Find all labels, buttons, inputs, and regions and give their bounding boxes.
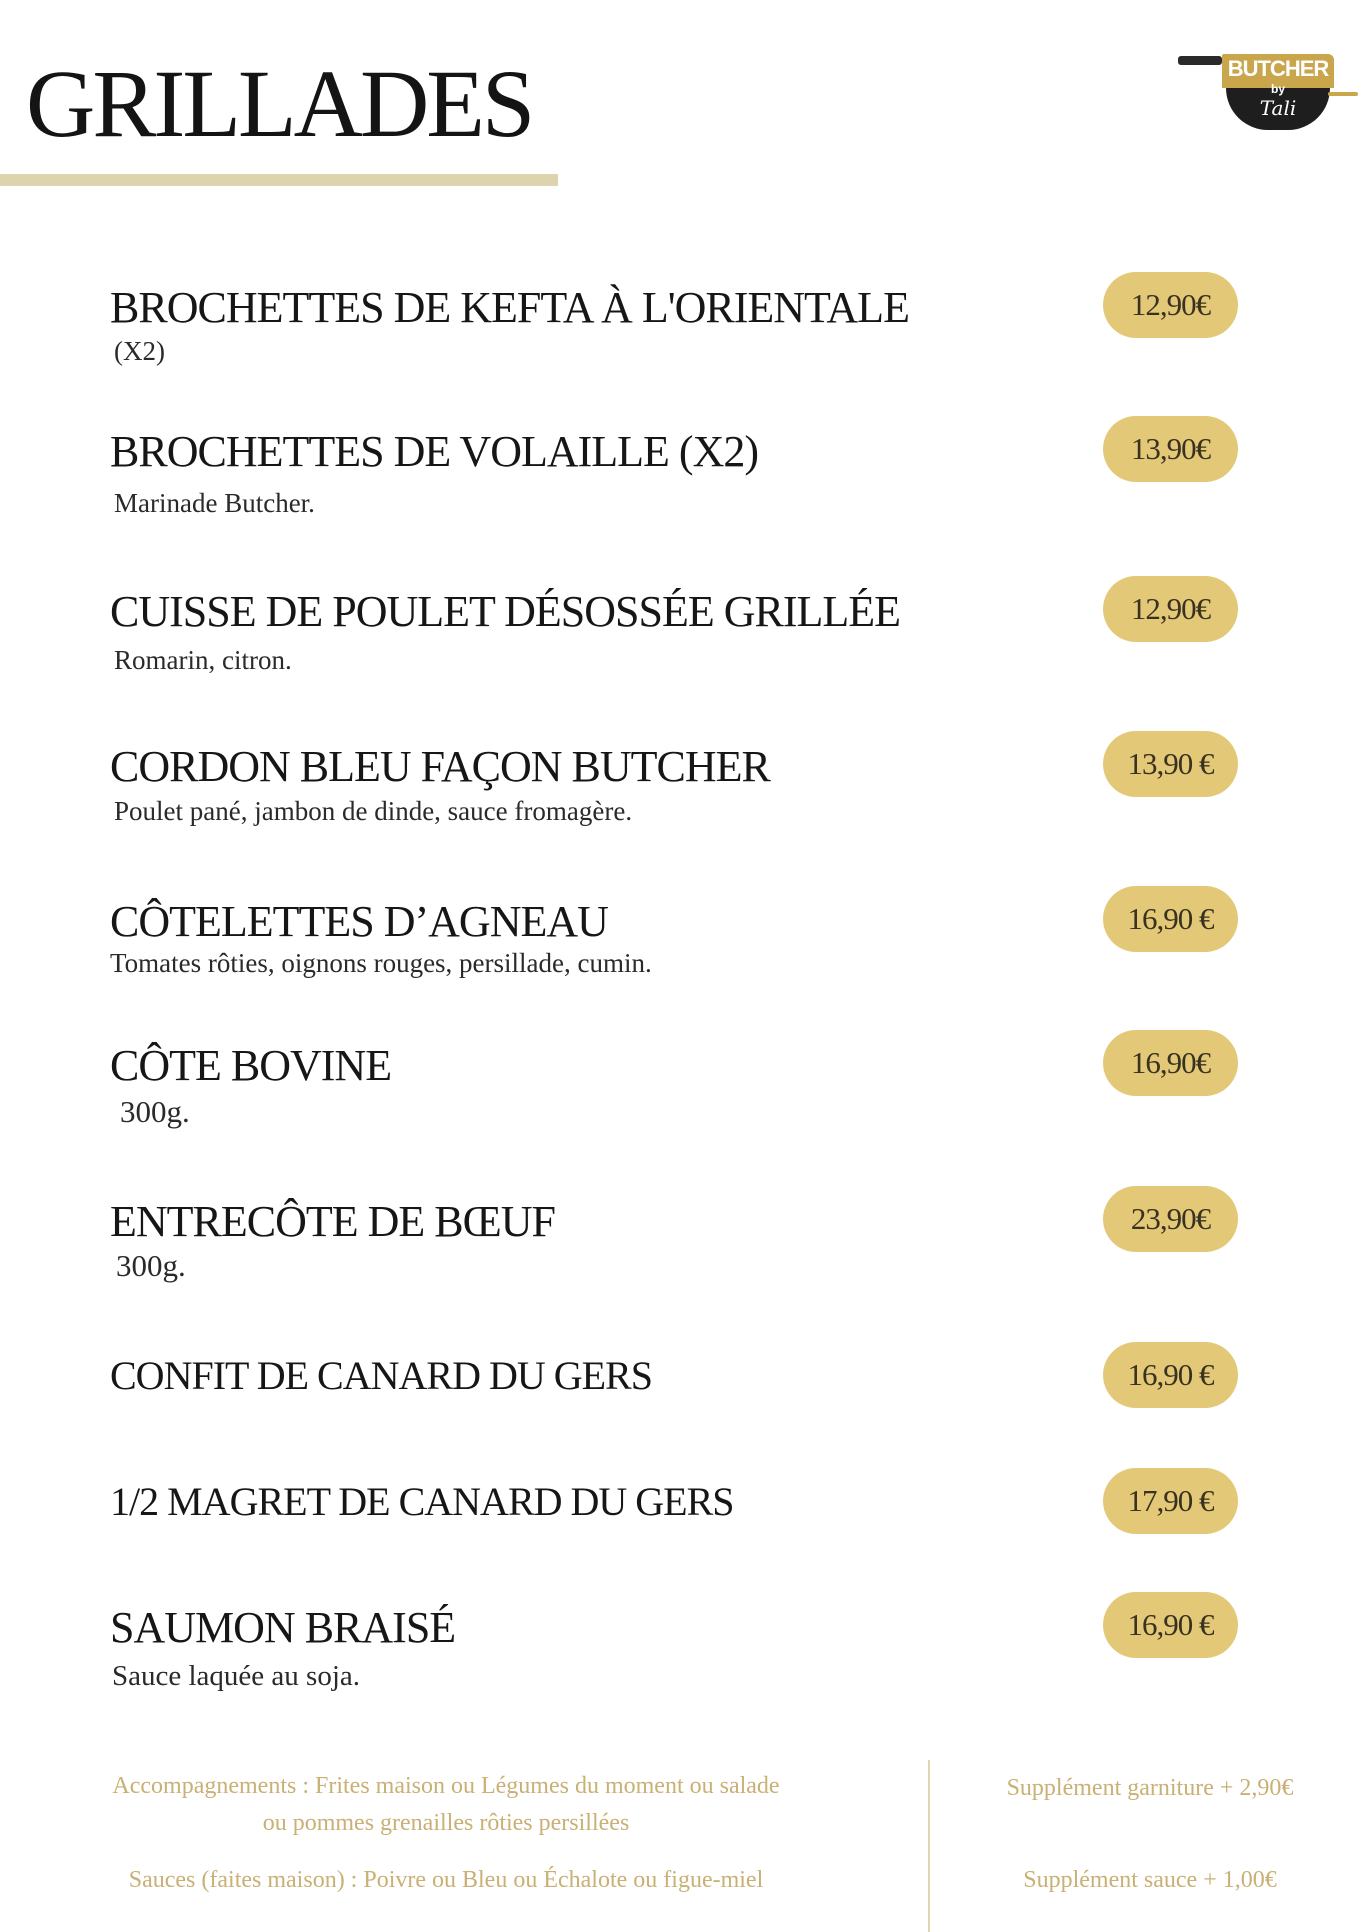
sides-line-2: ou pommes grenailles rôties persillées [262,1810,630,1836]
item-name: BROCHETTES DE VOLAILLE (X2) [110,427,758,476]
item-description: Sauce laquée au soja. [112,1660,361,1692]
price-badge: 13,90€ [1103,416,1238,482]
logo-brand: BUTCHER [1227,56,1329,81]
knife-handle-icon [1178,56,1222,65]
item-description: Romarin, citron. [114,645,292,675]
item-name: CORDON BLEU FAÇON BUTCHER [110,742,770,791]
price-badge: 17,90 € [1103,1468,1238,1534]
item-name: CONFIT DE CANARD DU GERS [110,1353,652,1398]
title-underline [0,174,558,186]
item-description: 300g. [120,1094,190,1129]
item-description: Marinade Butcher. [114,488,315,518]
price-badge: 16,90 € [1103,1342,1238,1408]
knife-tip-icon [1328,92,1358,96]
item-name: SAUMON BRAISÉ [110,1603,456,1652]
item-description: Tomates rôties, oignons rouges, persillade, cumin. [110,948,652,978]
item-name: CUISSE DE POULET DÉSOSSÉE GRILLÉE [110,587,900,636]
supplement-sauce: Supplément sauce + 1,00€ [1023,1867,1277,1893]
logo-name: Tali [1259,96,1297,120]
item-description: Poulet pané, jambon de dinde, sauce fromagère. [114,796,633,826]
menu-item-magret-canard [0,1479,1366,1582]
menu-item-saumon [0,1603,1366,1706]
price-badge: 12,90€ [1103,272,1238,338]
logo-by: by [1270,82,1285,96]
supplement-garniture: Supplément garniture + 2,90€ [1006,1775,1294,1801]
menu-item-volaille [0,427,1366,530]
item-description: 300g. [116,1248,186,1283]
price-badge: 16,90 € [1103,1592,1238,1658]
menu-item-entrecote [0,1197,1366,1300]
menu-item-kefta [0,283,1366,386]
sides-line-1: Accompagnements : Frites maison ou Légumes du moment ou salade [112,1773,780,1799]
item-name: BROCHETTES DE KEFTA À L'ORIENTALE [110,283,909,332]
price-badge: 13,90 € [1103,731,1238,797]
footer-divider [928,1760,930,1932]
price-badge: 16,90 € [1103,886,1238,952]
price-badge: 16,90€ [1103,1030,1238,1096]
menu-item-cordon-bleu [0,742,1366,845]
menu-item-cuisse-poulet [0,587,1366,690]
item-name: CÔTELETTES D’AGNEAU [110,897,608,946]
sauces-line: Sauces (faites maison) : Poivre ou Bleu ou Échalote ou figue-miel [128,1867,764,1893]
price-badge: 23,90€ [1103,1186,1238,1252]
menu-item-confit-canard [0,1353,1366,1456]
page-title: GRILLADES [26,50,533,157]
butcher-logo [1178,50,1358,135]
item-name: CÔTE BOVINE [110,1041,392,1090]
item-name: 1/2 MAGRET DE CANARD DU GERS [110,1479,734,1524]
price-badge: 12,90€ [1103,576,1238,642]
menu-item-cote-bovine [0,1041,1366,1144]
item-name: ENTRECÔTE DE BŒUF [110,1197,555,1246]
menu-item-cotelettes-agneau [0,897,1366,1000]
item-description: (X2) [114,336,165,366]
